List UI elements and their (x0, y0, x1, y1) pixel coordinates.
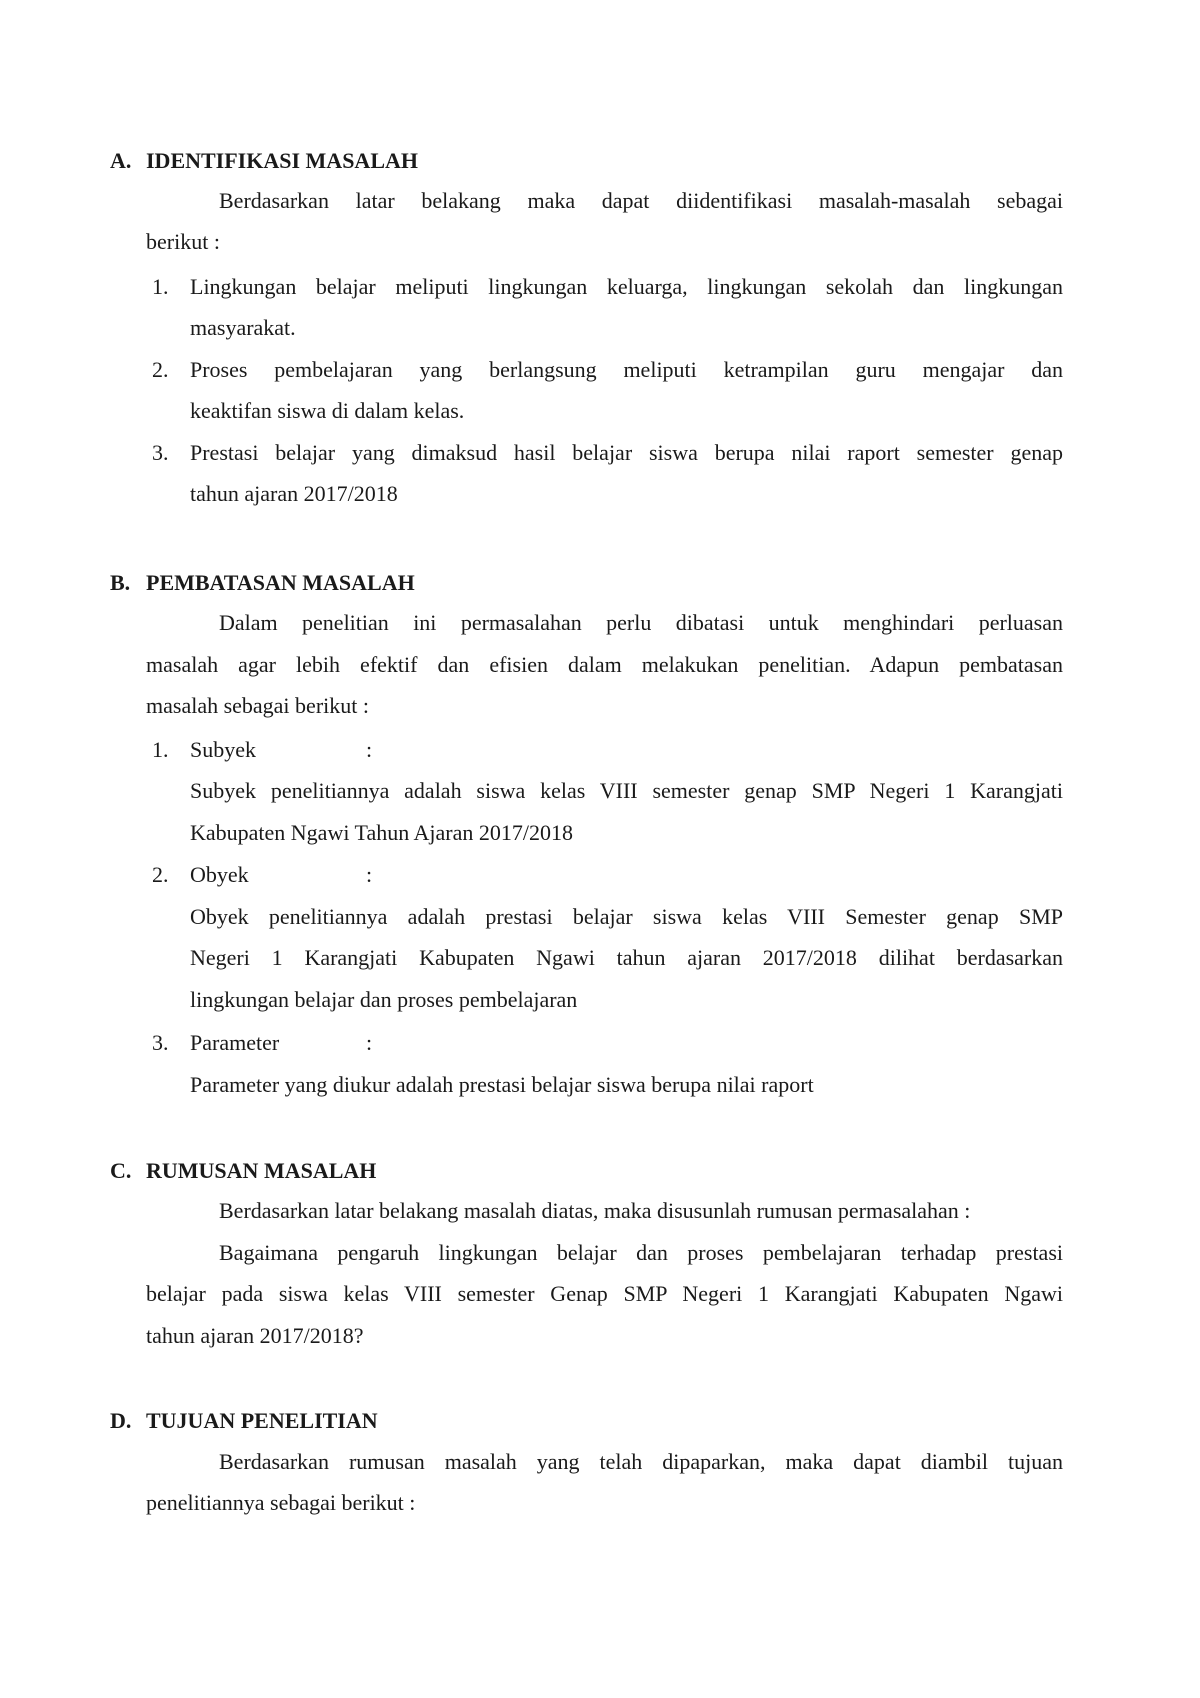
section-a-intro-line1: Berdasarkan latar belakang maka dapat diidentifikasi masalah-masalah sebagai (219, 188, 1063, 213)
section-a-heading (110, 148, 418, 174)
section-a-item-2-line2: keaktifan siswa di dalam kelas. (190, 398, 465, 423)
section-b-item-1-number: 1. (152, 737, 169, 762)
section-d-letter: D. (110, 1408, 132, 1433)
section-c-question-line1: Bagaimana pengaruh lingkungan belajar dan proses pembelajaran terhadap prestasi (219, 1240, 1063, 1265)
section-c-heading (110, 1158, 376, 1184)
section-d-intro-line2: penelitiannya sebagai berikut : (146, 1490, 416, 1515)
section-b-item-1-desc2: Kabupaten Ngawi Tahun Ajaran 2017/2018 (190, 820, 573, 845)
section-b-item-2-desc2: Negeri 1 Karangjati Kabupaten Ngawi tahun ajaran 2017/2018 dilihat berdasarkan (190, 945, 1063, 970)
section-c-intro-line1: Berdasarkan latar belakang masalah diatas, maka disusunlah rumusan permasalahan : (219, 1198, 971, 1223)
section-a-item-3-line2: tahun ajaran 2017/2018 (190, 481, 398, 506)
section-c-question-line3: tahun ajaran 2017/2018? (146, 1323, 364, 1348)
section-a-item-1-line1: Lingkungan belajar meliputi lingkungan keluarga, lingkungan sekolah dan lingkungan (190, 274, 1063, 299)
section-c-title: RUMUSAN MASALAH (146, 1158, 377, 1183)
section-a-item-2-line1: Proses pembelajaran yang berlangsung meliputi ketrampilan guru mengajar dan (190, 357, 1063, 382)
section-a-item-1-number: 1. (152, 274, 169, 299)
section-b-intro-line2: masalah agar lebih efektif dan efisien dalam melakukan penelitian. Adapun pembatasan (146, 652, 1063, 677)
section-b-heading (110, 570, 415, 596)
section-b-item-2-number: 2. (152, 862, 169, 887)
section-b-item-1-label: Subyek (190, 737, 256, 762)
section-b-item-2-colon: : (366, 862, 373, 887)
section-a-item-3-line1: Prestasi belajar yang dimaksud hasil belajar siswa berupa nilai raport semester genap (190, 440, 1063, 465)
section-b-intro-line1: Dalam penelitian ini permasalahan perlu dibatasi untuk menghindari perluasan (219, 610, 1063, 635)
section-d-intro-line1: Berdasarkan rumusan masalah yang telah dipaparkan, maka dapat diambil tujuan (219, 1449, 1063, 1474)
section-b-letter: B. (110, 570, 131, 595)
section-a-intro-line2: berikut : (146, 229, 220, 254)
section-a-letter: A. (110, 148, 132, 173)
section-c-letter: C. (110, 1158, 132, 1183)
section-b-intro-line3: masalah sebagai berikut : (146, 693, 369, 718)
section-b-item-2-label: Obyek (190, 862, 249, 887)
section-a-title: IDENTIFIKASI MASALAH (146, 148, 418, 173)
section-b-item-3-colon: : (366, 1030, 373, 1055)
section-b-item-2-desc3: lingkungan belajar dan proses pembelajaran (190, 987, 578, 1012)
section-c-question-line2: belajar pada siswa kelas VIII semester Genap SMP Negeri 1 Karangjati Kabupaten Ngawi (146, 1281, 1063, 1306)
section-d-title: TUJUAN PENELITIAN (146, 1408, 378, 1433)
section-b-item-1-desc1: Subyek penelitiannya adalah siswa kelas VIII semester genap SMP Negeri 1 Karangjati (190, 778, 1063, 803)
section-b-title: PEMBATASAN MASALAH (146, 570, 415, 595)
section-b-item-1-colon: : (366, 737, 373, 762)
section-b-item-3-number: 3. (152, 1030, 169, 1055)
section-a-item-3-number: 3. (152, 440, 169, 465)
section-a-item-1-line2: masyarakat. (190, 315, 296, 340)
section-d-heading (110, 1408, 378, 1434)
section-b-item-3-label: Parameter (190, 1030, 280, 1055)
section-a-item-2-number: 2. (152, 357, 169, 382)
section-b-item-3-desc1: Parameter yang diukur adalah prestasi belajar siswa berupa nilai raport (190, 1072, 814, 1097)
section-b-item-2-desc1: Obyek penelitiannya adalah prestasi belajar siswa kelas VIII Semester genap SMP (190, 904, 1063, 929)
